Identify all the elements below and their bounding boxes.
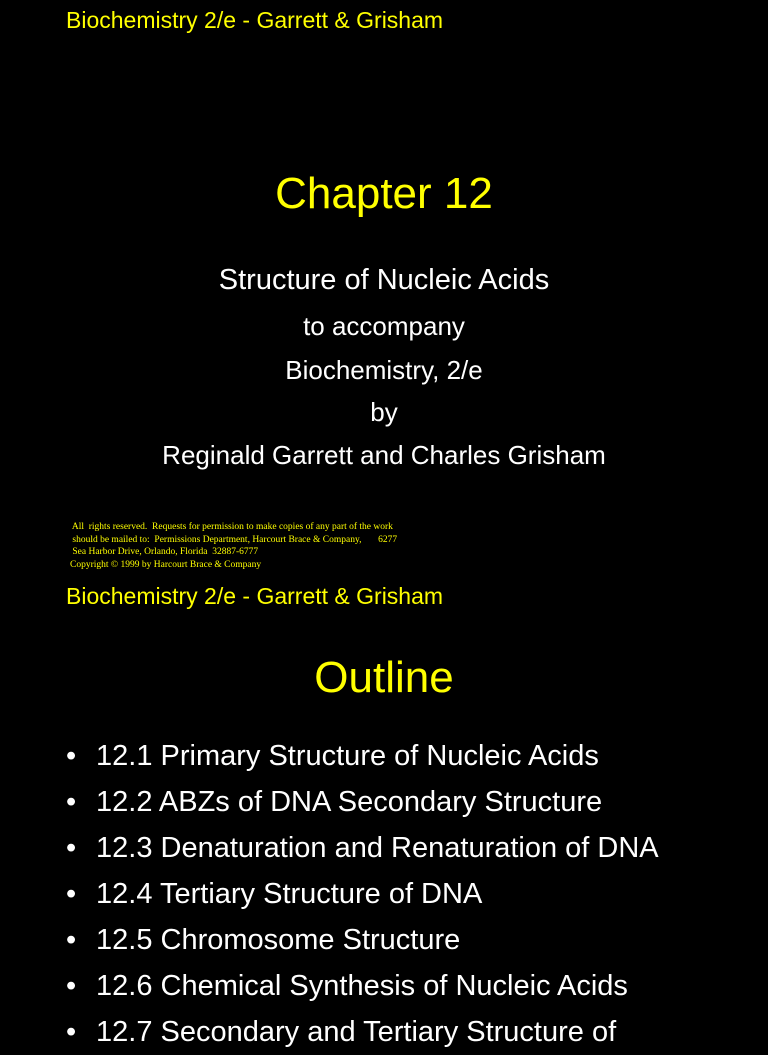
outline-item xyxy=(66,779,659,825)
outline-item xyxy=(66,1009,659,1055)
bullet-icon: • xyxy=(66,740,77,772)
outline-item-label: 12.5 Chromosome Structure xyxy=(96,924,461,956)
bullet-icon: • xyxy=(66,786,77,818)
accompany-text: to accompany xyxy=(303,311,465,341)
bullet-icon: • xyxy=(66,970,77,1002)
copyright-line: Sea Harbor Drive, Orlando, Florida 32887-6777 xyxy=(70,547,259,557)
outline-item-label: 12.3 Denaturation and Renaturation of DNA xyxy=(96,832,659,864)
book-title: Biochemistry, 2/e xyxy=(285,355,483,385)
slide-header: Biochemistry 2/e - Garrett & Grisham xyxy=(66,583,444,609)
outline-item xyxy=(66,733,659,779)
bullet-icon: • xyxy=(66,1016,77,1048)
outline-item-label: 12.2 ABZs of DNA Secondary Structure xyxy=(96,786,603,818)
bullet-icon: • xyxy=(66,832,77,864)
outline-title: Outline xyxy=(314,653,454,702)
bullet-icon: • xyxy=(66,878,77,910)
outline-item xyxy=(66,825,659,871)
bullet-icon: • xyxy=(66,924,77,956)
outline-item-label: 12.1 Primary Structure of Nucleic Acids xyxy=(96,740,599,772)
outline-item-label: 12.4 Tertiary Structure of DNA xyxy=(96,878,483,910)
chapter-title: Chapter 12 xyxy=(275,169,493,218)
outline-item xyxy=(66,871,659,917)
by-text: by xyxy=(370,397,398,427)
authors-text: Reginald Garrett and Charles Grisham xyxy=(162,440,606,470)
outline-list xyxy=(66,733,659,1055)
chapter-subtitle: Structure of Nucleic Acids xyxy=(218,264,550,296)
outline-item-label: 12.7 Secondary and Tertiary Structure of xyxy=(96,1016,617,1048)
copyright-line: All rights reserved. Requests for permission to make copies of any part of the work xyxy=(70,522,393,532)
copyright-line: Copyright © 1999 by Harcourt Brace & Company xyxy=(70,559,262,570)
copyright-notice xyxy=(70,521,397,571)
outline-item xyxy=(66,963,659,1009)
slide-header: Biochemistry 2/e - Garrett & Grisham xyxy=(66,7,444,33)
copyright-line: should be mailed to: Permissions Department, Harcourt Brace & Company, 6277 xyxy=(70,534,398,545)
outline-item xyxy=(66,917,659,963)
outline-item-label: 12.6 Chemical Synthesis of Nucleic Acids xyxy=(96,970,628,1002)
